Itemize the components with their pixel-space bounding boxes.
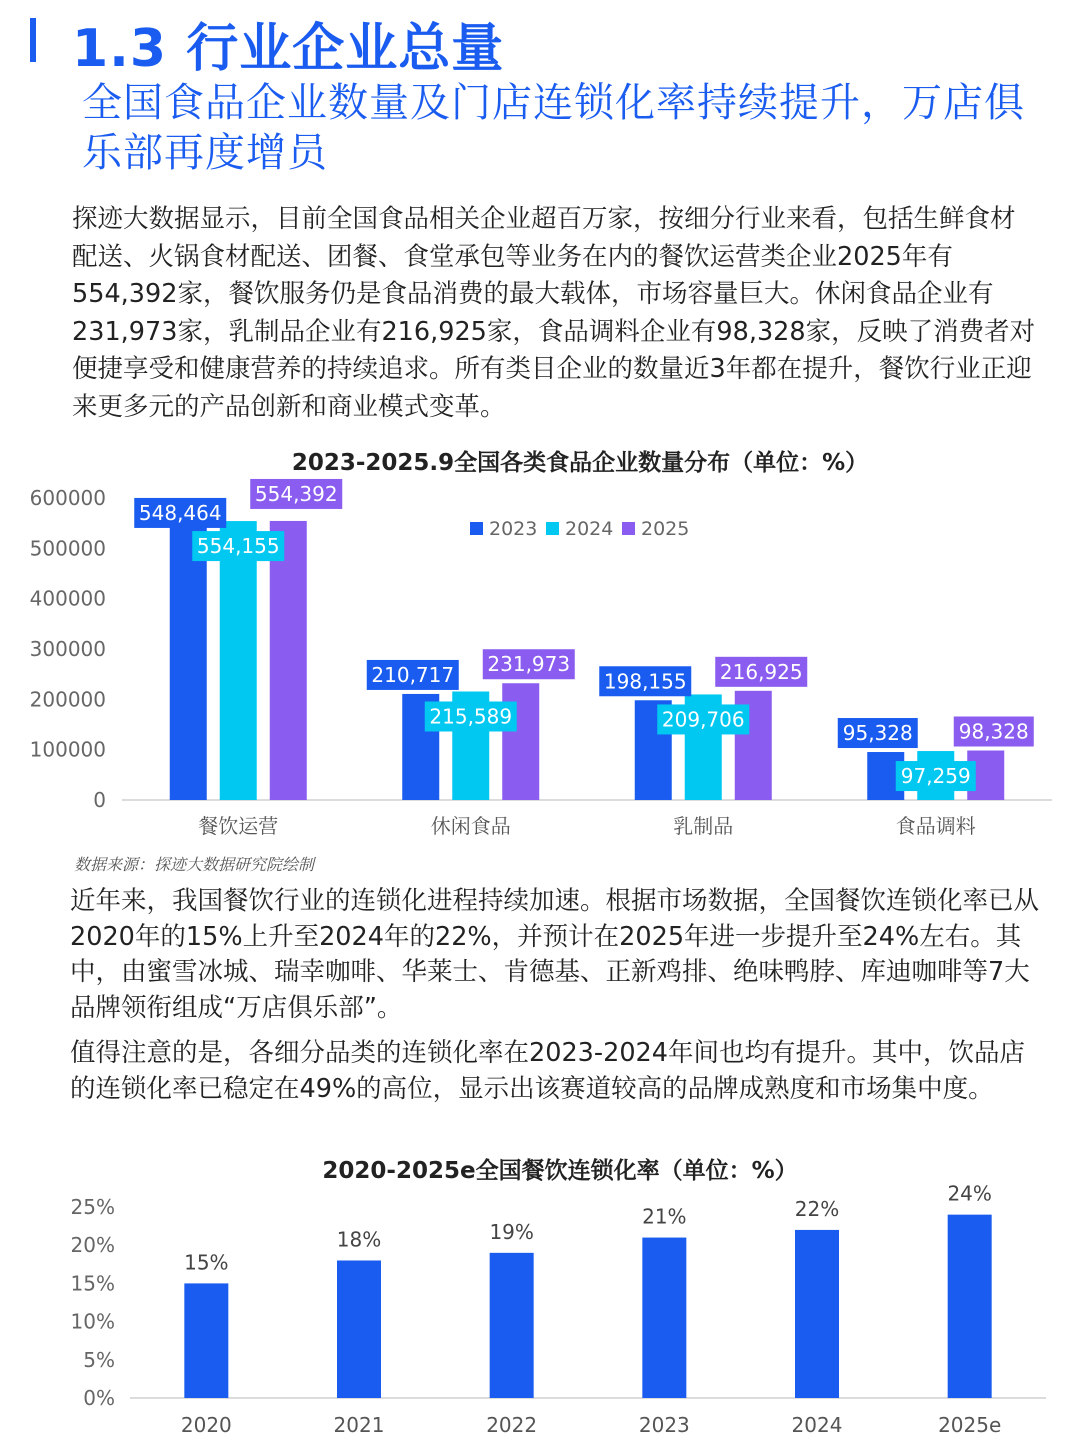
bar-2023 <box>170 524 207 800</box>
legend-swatch-2025 <box>622 522 635 535</box>
bar-2024 <box>795 1230 839 1398</box>
source-note: 数据来源：探迹大数据研究院绘制 <box>74 855 315 874</box>
chart1-title: 2023-2025.9全国各类食品企业数量分布（单位：%） <box>291 450 869 476</box>
x-category-label: 2024 <box>791 1413 843 1437</box>
data-label: 22% <box>794 1196 840 1221</box>
bar-2023 <box>642 1238 686 1398</box>
data-label: 21% <box>642 1204 687 1229</box>
bar-2020 <box>184 1283 228 1398</box>
legend-swatch-2024 <box>546 522 559 535</box>
data-label: 18% <box>336 1227 382 1252</box>
legend-label-2023: 2023 <box>489 518 538 540</box>
y-tick-label: 20% <box>70 1233 115 1258</box>
x-category-label: 乳制品 <box>673 814 734 838</box>
data-label-2025: 216,925 <box>719 659 803 684</box>
y-tick-label: 500000 <box>29 536 106 561</box>
x-category-label: 2020 <box>180 1413 232 1437</box>
bar-2021 <box>337 1260 381 1398</box>
y-tick-label: 400000 <box>29 586 106 611</box>
x-category-label: 食品调料 <box>895 814 976 838</box>
enterprise-count-chart <box>0 470 1080 850</box>
legend-swatch-2023 <box>470 522 483 535</box>
title-accent-bar <box>30 18 36 62</box>
chain-rate-chart <box>0 1180 1080 1443</box>
bar-2025 <box>502 683 539 800</box>
data-label-2025: 554,392 <box>254 481 338 506</box>
x-category-label: 2025e <box>938 1413 1002 1437</box>
chart2-title: 2020-2025e全国餐饮连锁化率（单位：%） <box>322 1158 798 1184</box>
bar-2025 <box>270 521 307 800</box>
data-label-2025: 98,328 <box>958 719 1029 744</box>
y-tick-label: 25% <box>70 1195 115 1219</box>
y-tick-label: 200000 <box>29 687 106 712</box>
bar-2024 <box>220 521 257 800</box>
data-label-2024: 215,589 <box>429 704 513 729</box>
y-tick-label: 5% <box>83 1347 115 1372</box>
page-title: 1.3 行业企业总量 <box>72 19 505 79</box>
data-label-2024: 554,155 <box>196 534 280 559</box>
x-category-label: 2023 <box>638 1413 690 1437</box>
data-label-2023: 210,717 <box>371 662 455 687</box>
x-category-label: 2021 <box>333 1413 385 1437</box>
bar-2022 <box>490 1253 534 1398</box>
data-label-2023: 198,155 <box>603 669 687 694</box>
y-tick-label: 300000 <box>29 637 106 661</box>
bar-2025e <box>948 1215 992 1398</box>
data-label: 15% <box>184 1250 229 1275</box>
y-tick-label: 600000 <box>29 486 106 510</box>
y-tick-label: 0 <box>93 788 106 812</box>
legend-label-2025: 2025 <box>641 518 690 540</box>
y-tick-label: 15% <box>70 1271 115 1296</box>
segment-paragraph: 值得注意的是，各细分品类的连锁化率在2023-2024年间也均有提升。其中，饮品店的连锁化率已稳定在49%的高位，显示出该赛道较高的品牌成熟度和市场集中度。 <box>70 1038 1025 1104</box>
intro-paragraph: 探迹大数据显示，目前全国食品相关企业超百万家，按细分行业来看，包括生鲜食材配送、火锅食材配送、团餐、食堂承包等业务在内的餐饮运营类企业2025年有554,392家，餐饮服务仍是食品消费的最大载体，市场容量巨大。休闲食品企业有231,973家，乳制品企业有216,925家，食品调料企业有98,328家，反映了消费者对便捷享受和健康营养的持续追求。所有类目企业的数量近3年都在提升，餐饮行业正迎来更多元的产品创新和商业模式变革。 <box>72 204 1036 422</box>
x-category-label: 2022 <box>486 1413 538 1437</box>
legend-label-2024: 2024 <box>565 518 614 540</box>
data-label: 24% <box>947 1181 992 1206</box>
data-label-2023: 548,464 <box>138 500 222 525</box>
chain-rate-paragraph: 近年来，我国餐饮行业的连锁化进程持续加速。根据市场数据，全国餐饮连锁化率已从2020年的15%上升至2024年的22%，并预计在2025年进一步提升至24%左右。其中，由蜜雪冰城、瑞幸咖啡、华莱士、肯德基、正新鸡排、绝味鸭脖、库迪咖啡等7大品牌领衔组成“万店俱乐部”。 <box>70 886 1040 1023</box>
data-label-2025: 231,973 <box>487 652 571 677</box>
x-category-label: 休闲食品 <box>430 814 511 838</box>
x-category-label: 餐饮运营 <box>198 814 279 838</box>
data-label-2024: 97,259 <box>900 764 971 789</box>
y-tick-label: 0% <box>83 1386 115 1410</box>
data-label-2024: 209,706 <box>661 707 745 732</box>
y-tick-label: 10% <box>70 1309 115 1334</box>
y-tick-label: 100000 <box>29 737 106 762</box>
data-label: 19% <box>489 1219 534 1244</box>
data-label-2023: 95,328 <box>842 721 913 746</box>
page-subtitle: 全国食品企业数量及门店连锁化率持续提升，万店俱乐部再度增员 <box>82 80 1025 176</box>
